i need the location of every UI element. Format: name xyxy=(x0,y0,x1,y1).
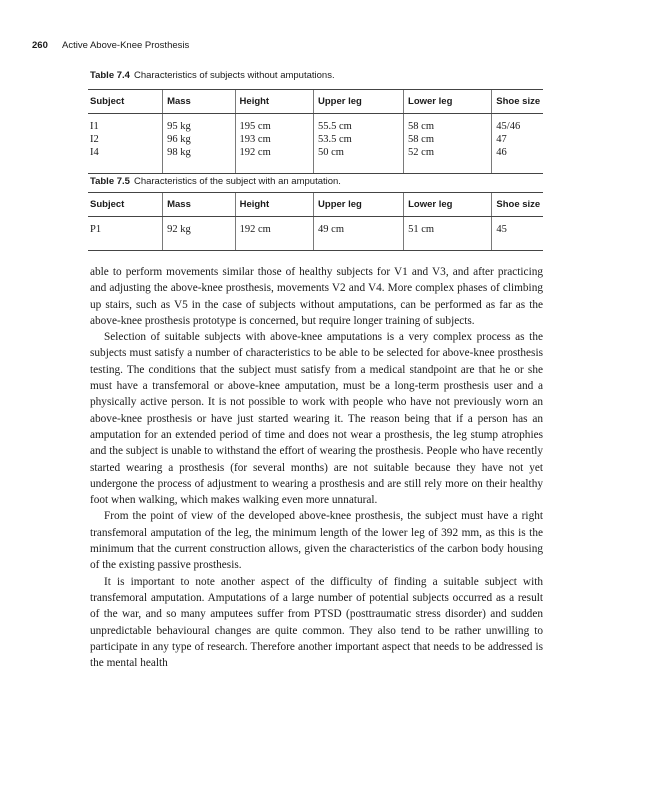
table-cell: 53.5 cm xyxy=(314,133,404,146)
table-cell: 45 xyxy=(492,217,543,251)
table-cell: 52 cm xyxy=(404,146,492,174)
column-header: Shoe size xyxy=(492,90,543,114)
column-header: Lower leg xyxy=(404,90,492,114)
table-cell: 55.5 cm xyxy=(314,114,404,134)
table-title: Characteristics of subjects without amputations. xyxy=(133,70,335,81)
paragraph: It is important to note another aspect of the difficulty of finding a suitable subject with transfemoral amputation. Amputations of a large number of potential subjects occurred as a result of the war, and so many amputees suffer from PTSD (posttraumatic stress disorder) and sudden unpredictable behavioural changes are quite common. They also tend to be rather unwilling to participate in any type of research. Therefore another important aspect that needs to be addressed is the mental health xyxy=(90,575,543,670)
table-cell: 192 cm xyxy=(235,217,313,251)
table-cell: 49 cm xyxy=(314,217,404,251)
table-7-5 xyxy=(88,192,543,251)
table-row xyxy=(88,114,543,134)
running-header xyxy=(32,40,189,51)
table-7-4-caption xyxy=(90,70,335,81)
column-header: Mass xyxy=(163,193,235,217)
table-label: Table 7.4 xyxy=(90,70,130,81)
table-header-row xyxy=(88,90,543,114)
table-cell: 95 kg xyxy=(163,114,235,134)
table-cell: 47 xyxy=(492,133,543,146)
table-cell: 192 cm xyxy=(235,146,313,174)
table-cell: 51 cm xyxy=(404,217,492,251)
column-header: Height xyxy=(235,193,313,217)
paragraph: able to perform movements similar those of healthy subjects for V1 and V3, and after practicing and adjusting the above-knee prosthesis, movements V2 and V4. More complex phases of climbing up stairs, such as V5 in the case of subjects without amputations, can be performed as far as the above-knee prosthesis prototype is concerned, but require longer training of subjects. xyxy=(90,266,543,327)
table-cell: I4 xyxy=(88,146,163,174)
column-header: Lower leg xyxy=(404,193,492,217)
table-title: Characteristics of the subject with an amputation. xyxy=(133,176,341,187)
column-header: Upper leg xyxy=(314,90,404,114)
table-7-4 xyxy=(88,89,543,174)
column-header: Mass xyxy=(163,90,235,114)
table-row xyxy=(88,146,543,174)
column-header: Shoe size xyxy=(492,193,543,217)
table-cell: P1 xyxy=(88,217,163,251)
body-text xyxy=(90,264,543,671)
table-cell: 58 cm xyxy=(404,114,492,134)
table-header-row xyxy=(88,193,543,217)
table-cell: 195 cm xyxy=(235,114,313,134)
paragraph: From the point of view of the developed above-knee prosthesis, the subject must have a right transfemoral amputation of the leg, the minimum length of the lower leg of 392 mm, as this is the minimum that the current construction allows, given the characteristics of the carbon body housing of the existing passive prosthesis. xyxy=(90,510,543,572)
table-cell: 98 kg xyxy=(163,146,235,174)
table-cell: 96 kg xyxy=(163,133,235,146)
table-row xyxy=(88,217,543,251)
table-cell: 50 cm xyxy=(314,146,404,174)
running-title: Active Above-Knee Prosthesis xyxy=(61,40,190,51)
column-header: Subject xyxy=(88,90,163,114)
table-label: Table 7.5 xyxy=(90,176,130,187)
table-cell: I2 xyxy=(90,134,99,145)
table-cell: 193 cm xyxy=(235,133,313,146)
column-header: Subject xyxy=(88,193,163,217)
page-number: 260 xyxy=(32,40,48,51)
table-cell: 58 cm xyxy=(404,133,492,146)
paragraph: Selection of suitable subjects with above-knee amputations is a very complex process as the subjects must satisfy a number of characteristics to be able to be selected for above-knee prosthesis testing. The conditions that the subject must satisfy from a medical standpoint are that he or she must have a transfemoral or above-knee amputation, must be a long-term prosthesis user and a physically active person. It is not possible to work with people who have not previously worn an above-knee prosthesis or have just started wearing it. The reason being that if a person has an amputation for an extended period of time and does not wear a prosthesis, the leg stump atrophies and the subject is unable to withstand the effort of wearing the prosthesis. People who have recently started wearing a prosthesis (for several months) are not suitable because they have not yet undergone the process of adjustment to wearing a prosthesis and are still rely more on their healthy foot when walking, which makes walking even more unnatural. xyxy=(90,331,543,507)
column-header: Height xyxy=(235,90,313,114)
table-cell: 46 xyxy=(492,146,543,174)
table-cell: 92 kg xyxy=(163,217,235,251)
column-header: Upper leg xyxy=(314,193,404,217)
table-row xyxy=(88,133,543,146)
table-cell: 45/46 xyxy=(492,114,543,134)
table-7-5-caption xyxy=(90,176,341,187)
table-cell: I1 xyxy=(90,121,99,132)
